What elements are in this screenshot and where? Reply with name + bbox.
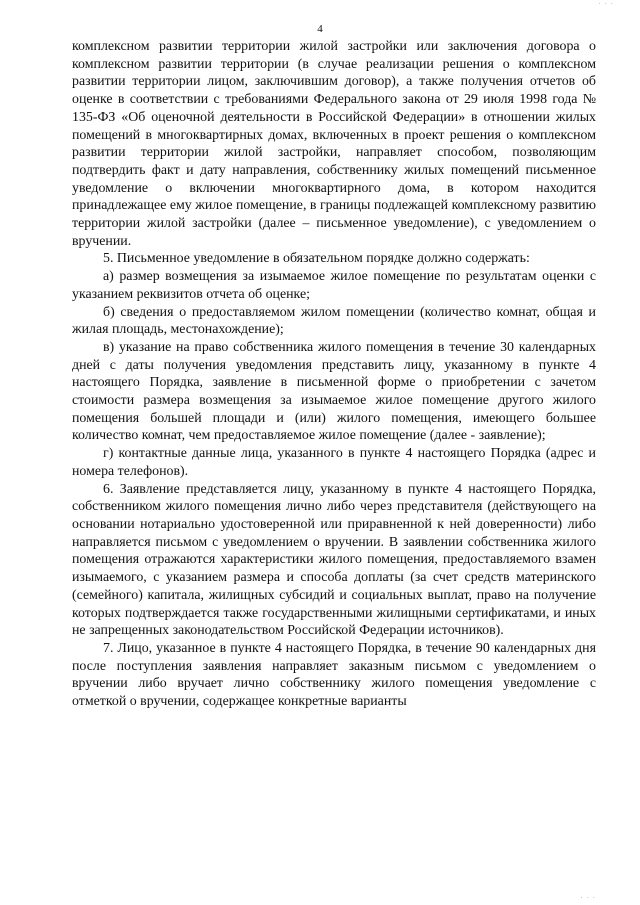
paragraph-subitem-g: г) контактные данные лица, указанного в пункте 4 настоящего Порядка (адрес и номера телефонов). — [72, 446, 596, 479]
paragraph-subitem-v: в) указание на право собственника жилого помещения в течение 30 календарных дней с даты получения уведомления представить лицу, указанному в пункте 4 настоящего Порядка, заявление в письменной форме о приобретении с зачетом стоимости размера возмещения за изымаемое жилое помещение другого жилого помещения большей площади и (или) жилого помещения, имеющего большее количество комнат, чем предоставляемое жилое помещение (далее - заявление); — [72, 339, 596, 444]
paragraph-subitem-a: а) размер возмещения за изымаемое жилое помещение по результатам оценки с указанием реквизитов отчета об оценке; — [72, 269, 596, 302]
paragraph-item-7: 7. Лицо, указанное в пункте 4 настоящего Порядка, в течение 90 календарных дня после поступления заявления направляет заказным письмом с уведомлением о вручении либо вручает лично собственнику жилого помещения уведомление с отметкой о вручении, содержащее конкретные варианты — [72, 640, 596, 710]
paragraph-item-5: 5. Письменное уведомление в обязательном порядке должно содержать: — [103, 251, 530, 267]
paragraph-continuation: комплексном развитии территории жилой застройки или заключения договора о комплексном развитии территории (в случае реализации решения о комплексном развитии территории лицом, заключившим договор), а также получения отчетов об оценке в соответствии с требованиями Федерального закона от 29 июля 1998 года № 135-ФЗ «Об оценочной деятельности в Российской Федерации» в отношении жилых помещений в многоквартирных домах, включенных в проект решения о комплексном развитии территории жилой застройки, направляет способом, позволяющим подтвердить факт и дату направления, собственнику жилых помещений письменное уведомление о включении многоквартирного дома, в котором находится принадлежащее ему жилое помещение, в границы подлежащей комплексному развитию территории жилой застройки (далее – письменное уведомление), с уведомлением о вручении. — [72, 39, 596, 249]
scan-mark-bottom: · · · — [580, 894, 596, 902]
paragraph-item-6: 6. Заявление представляется лицу, указанному в пункте 4 настоящего Порядка, собственником жилого помещения лично либо через представителя (действующего на основании нотариально удостоверенной или приравненной к ней доверенности) либо направляется письмом с уведомлением о вручении. В заявлении собственника жилого помещения отражаются характеристики жилого помещения, предоставляемого взамен изымаемого, с указанием размера и способа доплаты (за счет средств материнского (семейного) капитала, жилищных субсидий и социальных выплат, право на получение которых подтверждается также государственными жилищными сертификатами, и иных не запрещенных законодательством Российской Федерации источников). — [72, 481, 596, 639]
scan-mark-top: · · · — [598, 0, 614, 8]
paragraph-subitem-b: б) сведения о предоставляемом жилом помещении (количество комнат, общая и жилая площадь, местонахождение); — [72, 304, 596, 338]
page-number: 4 — [317, 23, 323, 35]
document-body — [72, 38, 596, 711]
